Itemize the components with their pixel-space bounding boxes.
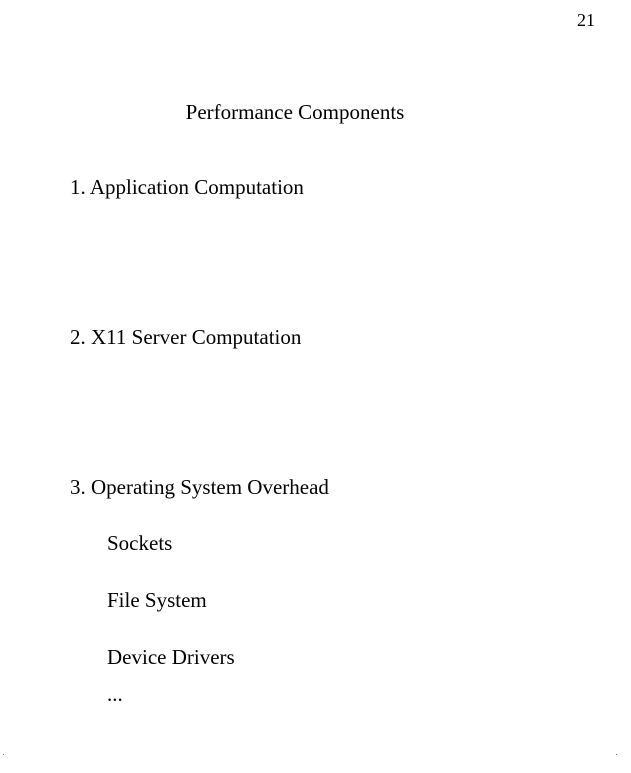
list-item-application-computation: 1. Application Computation (70, 175, 304, 199)
list-item-operating-system-overhead: 3. Operating System Overhead (70, 475, 329, 499)
list-item-x11-server-computation: 2. X11 Server Computation (70, 325, 302, 349)
page-title: Performance Components (185, 100, 405, 124)
page-number: 21 (577, 10, 595, 30)
sub-item-device-drivers: Device Drivers (107, 645, 235, 669)
sub-item-file-system: File System (107, 588, 207, 612)
corner-mark-left (3, 754, 4, 755)
sub-item-sockets: Sockets (107, 531, 173, 555)
corner-mark-right (616, 754, 617, 755)
sub-item-ellipsis: ... (107, 682, 123, 706)
